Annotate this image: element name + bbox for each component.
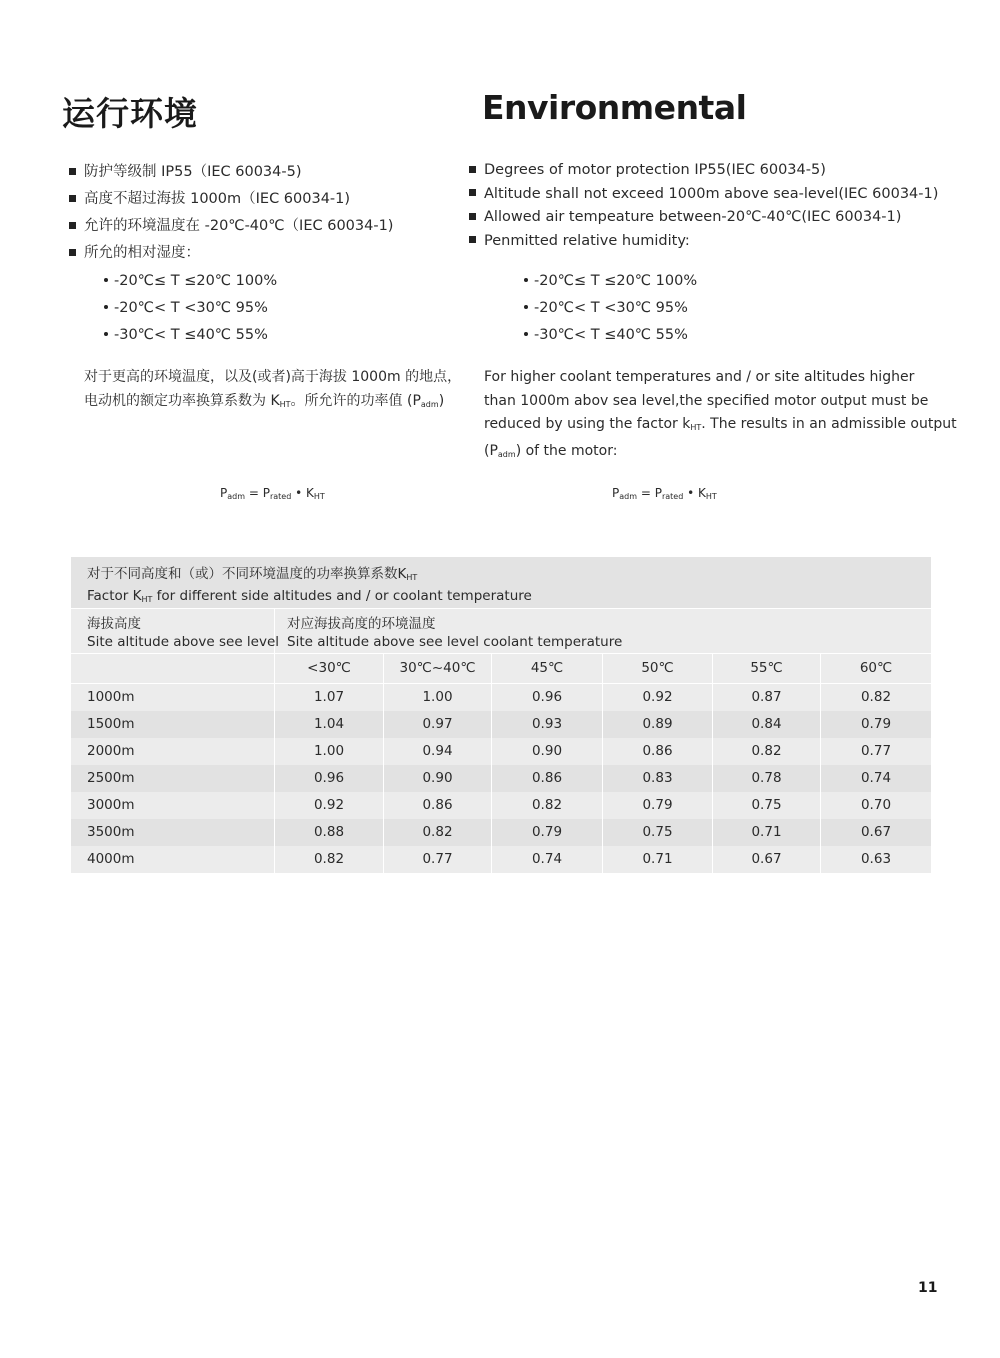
power-formula-english: $P_{adm} = P_{rated}$ • $K_{HT}$ [612, 486, 717, 501]
square-bullet-icon [69, 168, 76, 175]
list-item: -20℃< T <30℃ 95% [524, 295, 697, 322]
table-row: 3000m 0.92 0.86 0.82 0.79 0.75 0.70 [71, 792, 931, 819]
power-formula-chinese: $P_{adm} = P_{rated}$ • $K_{HT}$ [220, 486, 325, 501]
page-number: 11 [918, 1280, 938, 1296]
list-item: -30℃< T ≤40℃ 55% [104, 322, 277, 349]
chinese-derating-paragraph: 对于更高的环境温度，以及(或者)高于海拔 1000m 的地点， 电动机的额定功率换算系数为 $K_{HT}$。所允许的功率值 $(P_{adm})$ [84, 369, 462, 409]
temperature-column-header: 对应海拔高度的环境温度 Site altitude above see level coolant temperature [287, 616, 623, 650]
altitude-column-header: 海拔高度 Site altitude above see level [71, 609, 275, 653]
list-item: 允许的环境温度在 -20℃-40℃（IEC 60034-1) [69, 213, 393, 240]
english-humidity-list [524, 268, 697, 349]
table-row: 1000m 1.07 1.00 0.96 0.92 0.87 0.82 [71, 684, 931, 711]
table-row: 2000m 1.00 0.94 0.90 0.86 0.82 0.77 [71, 738, 931, 765]
square-bullet-icon [69, 222, 76, 229]
table-caption: 对于不同高度和（或）不同环境温度的功率换算系数$K_{HT}$ Factor $K_{HT}$ for different side altitudes and / or coolant temperature [71, 557, 931, 609]
list-item: -20℃≤ T ≤20℃ 100% [104, 268, 277, 295]
square-bullet-icon [69, 195, 76, 202]
derating-factor-table [71, 557, 931, 873]
list-item: -20℃< T <30℃ 95% [104, 295, 277, 322]
chinese-humidity-list [104, 268, 277, 349]
square-bullet-icon [469, 213, 476, 220]
table-row: 3500m 0.88 0.82 0.79 0.75 0.71 0.67 [71, 819, 931, 846]
list-item: -20℃≤ T ≤20℃ 100% [524, 268, 697, 295]
temperature-subheader-row: <30℃ 30℃~40℃ 45℃ 50℃ 55℃ 60℃ [71, 654, 931, 684]
list-item: Degrees of motor protection IP55(IEC 60034-5) [469, 159, 938, 183]
list-item: 高度不超过海拔 1000m（IEC 60034-1) [69, 186, 393, 213]
english-bullet-list [469, 159, 938, 253]
table-row: 4000m 0.82 0.77 0.74 0.71 0.67 0.63 [71, 846, 931, 873]
list-item: Allowed air tempeature between-20℃-40℃(IEC 60034-1) [469, 206, 938, 230]
square-bullet-icon [469, 189, 476, 196]
dot-bullet-icon [524, 278, 528, 282]
dot-bullet-icon [104, 305, 108, 309]
square-bullet-icon [69, 249, 76, 256]
square-bullet-icon [469, 166, 476, 173]
english-derating-paragraph: For higher coolant temperatures and / or site altitudes higher than 1000m abov sea level,the specified motor output must be reduced by using the factor $k_{HT}$. The results in an admissible output $(P_{adm})$ of the motor: [484, 369, 957, 459]
dot-bullet-icon [524, 332, 528, 336]
table-header [71, 609, 931, 654]
title-english: Environmental [482, 88, 747, 127]
title-chinese: 运行环境 [62, 94, 198, 133]
list-item: Altitude shall not exceed 1000m above sea-level(IEC 60034-1) [469, 183, 938, 207]
dot-bullet-icon [104, 332, 108, 336]
dot-bullet-icon [104, 278, 108, 282]
list-item: 防护等级制 IP55（IEC 60034-5) [69, 159, 393, 186]
dot-bullet-icon [524, 305, 528, 309]
list-item: -30℃< T ≤40℃ 55% [524, 322, 697, 349]
square-bullet-icon [469, 236, 476, 243]
table-row: 1500m 1.04 0.97 0.93 0.89 0.84 0.79 [71, 711, 931, 738]
list-item: Penmitted relative humidity: [469, 230, 938, 254]
chinese-bullet-list [69, 159, 393, 267]
list-item: 所允的相对湿度： [69, 240, 393, 267]
table-row: 2500m 0.96 0.90 0.86 0.83 0.78 0.74 [71, 765, 931, 792]
